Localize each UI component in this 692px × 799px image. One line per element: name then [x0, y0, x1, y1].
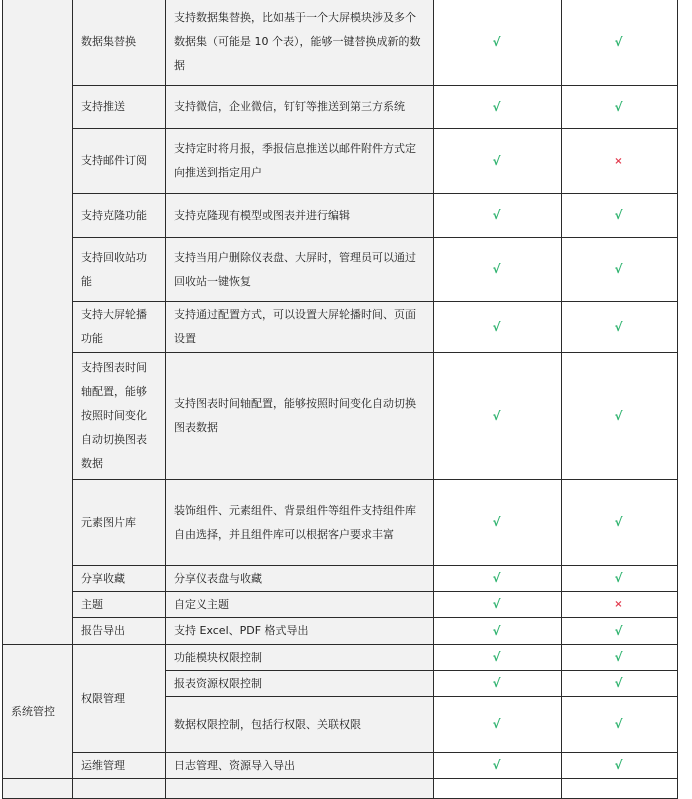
description-cell: 支持通过配置方式，可以设置大屏轮播时间、页面设置: [166, 302, 434, 353]
table-row: [3, 753, 678, 779]
check-icon: √: [492, 650, 501, 664]
check-icon: √: [492, 571, 501, 585]
description-cell: 数据权限控制，包括行权限、关联权限: [166, 697, 434, 753]
check-icon: √: [492, 717, 501, 731]
table-row: [3, 480, 678, 566]
table-row: [3, 302, 678, 353]
feature-cell: 支持图表时间轴配置，能够按照时间变化自动切换图表数据: [73, 353, 166, 480]
check-icon: √: [492, 623, 501, 638]
description-cell: 分享仪表盘与收藏: [166, 566, 434, 592]
check-icon: √: [614, 623, 623, 638]
check-icon: √: [614, 650, 623, 664]
check-icon: √: [614, 319, 623, 334]
check-icon: √: [614, 99, 623, 114]
check-icon: √: [492, 99, 501, 114]
description-cell: 支持图表时间轴配置，能够按照时间变化自动切换图表数据: [166, 353, 434, 480]
check-icon: √: [614, 571, 623, 585]
check-icon: √: [614, 676, 623, 690]
description-cell: 功能模块权限控制: [166, 645, 434, 671]
feature-cell: 支持邮件订阅: [73, 129, 166, 194]
table-row: [3, 566, 678, 592]
category-cell: 系统管控: [3, 645, 73, 779]
description-cell: 支持 Excel、PDF 格式导出: [166, 618, 434, 645]
description-cell: 支持数据集替换，比如基于一个大屏模块涉及多个数据集（可能是 10 个表），能够一键替换成新的数据: [166, 0, 434, 86]
table-row: [3, 238, 678, 302]
feature-cell: 权限管理: [73, 645, 166, 753]
description-cell: 支持当用户删除仪表盘、大屏时，管理员可以通过回收站一键恢复: [166, 238, 434, 302]
check-icon: √: [614, 758, 623, 772]
feature-cell: 运维管理: [73, 753, 166, 779]
table-row: [3, 194, 678, 238]
feature-cell: 数据集替换: [73, 0, 166, 86]
category-cell: [3, 0, 73, 645]
description-cell: 支持定时将月报，季报信息推送以邮件附件方式定向推送到指定用户: [166, 129, 434, 194]
feature-cell: 支持克隆功能: [73, 194, 166, 238]
table-row: [3, 645, 678, 671]
description-cell: 支持克隆现有模型或图表并进行编辑: [166, 194, 434, 238]
check-icon: √: [492, 319, 501, 334]
feature-cell: 支持大屏轮播功能: [73, 302, 166, 353]
check-icon: √: [614, 515, 623, 529]
cross-icon: ×: [614, 155, 623, 167]
description-cell: 报表资源权限控制: [166, 671, 434, 697]
table-row: [3, 0, 678, 86]
check-icon: √: [492, 262, 501, 276]
description-cell: 自定义主题: [166, 592, 434, 618]
table-row: [3, 592, 678, 618]
table-row: [3, 618, 678, 645]
feature-comparison-table: [2, 0, 678, 799]
description-cell: 日志管理、资源导入导出: [166, 753, 434, 779]
feature-cell: 分享收藏: [73, 566, 166, 592]
table-row: [3, 86, 678, 129]
check-icon: √: [614, 34, 623, 49]
check-icon: √: [614, 408, 623, 423]
check-icon: √: [492, 758, 501, 772]
feature-cell: 支持回收站功能: [73, 238, 166, 302]
check-icon: √: [614, 717, 623, 731]
cross-icon: ×: [614, 599, 623, 610]
check-icon: √: [492, 676, 501, 690]
check-icon: √: [492, 408, 501, 423]
check-icon: √: [614, 208, 623, 222]
description-cell: 支持微信，企业微信，钉钉等推送到第三方系统: [166, 86, 434, 129]
feature-cell: 主题: [73, 592, 166, 618]
check-icon: √: [492, 208, 501, 222]
table-row: [3, 129, 678, 194]
check-icon: √: [614, 262, 623, 276]
table-row: [3, 353, 678, 480]
feature-cell: 报告导出: [73, 618, 166, 645]
check-icon: √: [492, 515, 501, 529]
check-icon: √: [492, 153, 501, 168]
check-icon: √: [492, 597, 501, 611]
description-cell: 装饰组件、元素组件、背景组件等组件支持组件库自由选择，并且组件库可以根据客户要求丰富: [166, 480, 434, 566]
feature-cell: 支持推送: [73, 86, 166, 129]
feature-cell: 元素图片库: [73, 480, 166, 566]
check-icon: √: [492, 34, 501, 49]
